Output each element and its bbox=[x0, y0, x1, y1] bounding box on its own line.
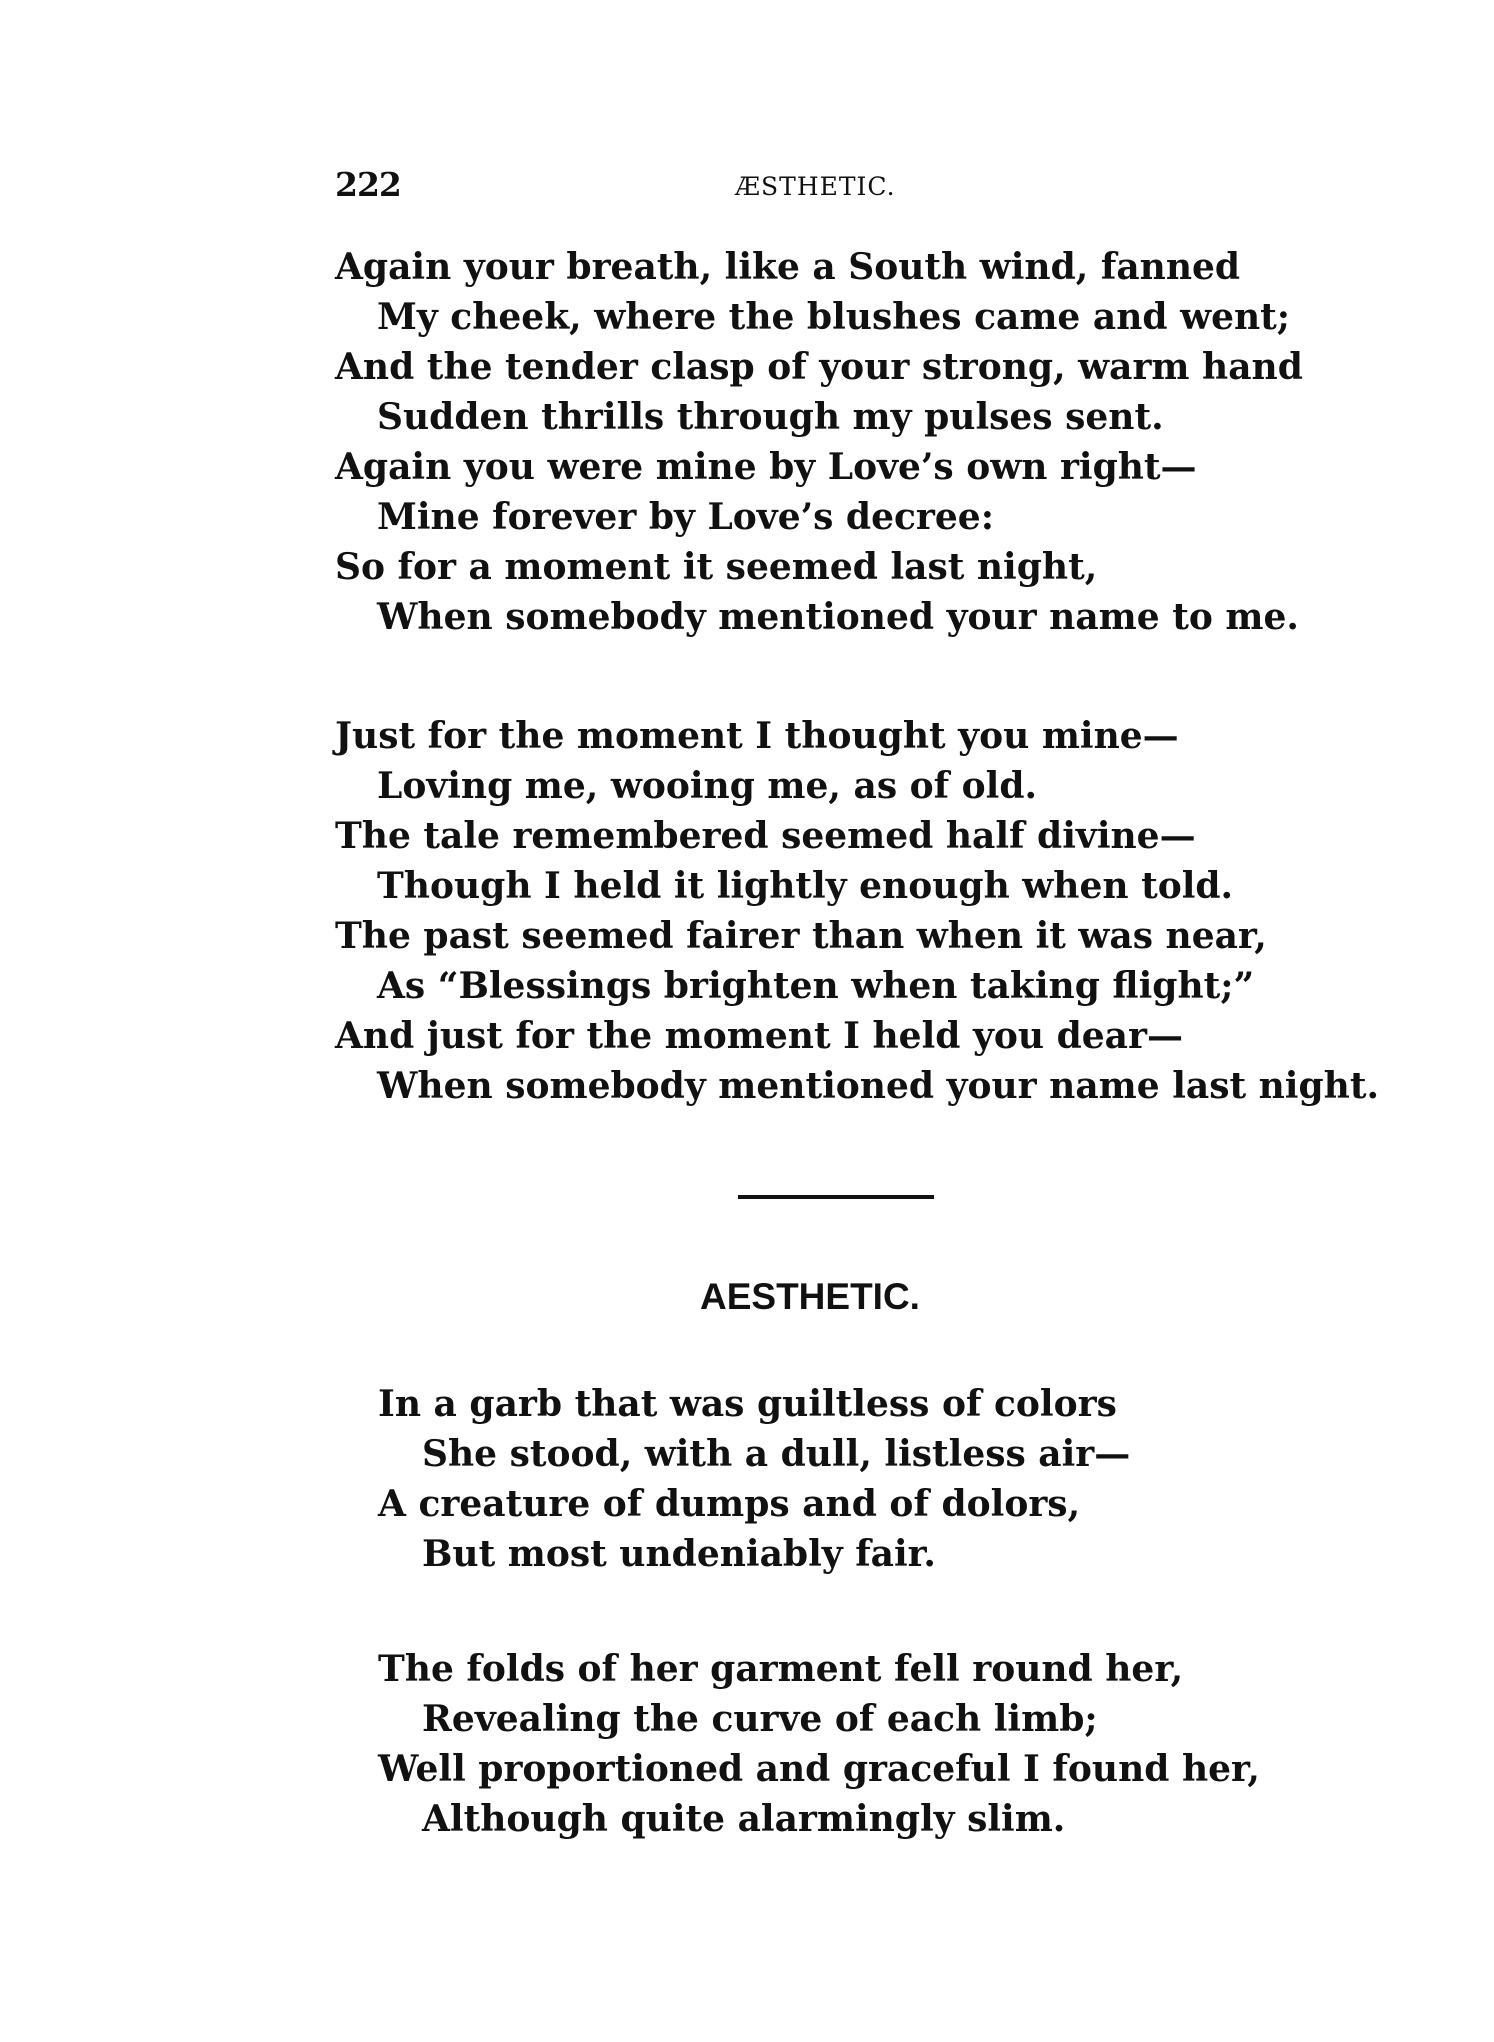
verse-line: Loving me, wooing me, as of old. bbox=[377, 765, 1038, 807]
section-divider bbox=[738, 1195, 934, 1199]
verse-line: So for a moment it seemed last night, bbox=[335, 546, 1098, 588]
verse-line: Just for the moment I thought you mine— bbox=[335, 715, 1179, 757]
verse-line: The tale remembered seemed half divine— bbox=[335, 815, 1196, 857]
verse-line: The folds of her garment fell round her, bbox=[378, 1648, 1184, 1690]
running-title: ÆSTHETIC. bbox=[735, 172, 896, 201]
verse-line: My cheek, where the blushes came and went; bbox=[377, 296, 1291, 338]
verse-line: But most undeniably fair. bbox=[422, 1533, 936, 1575]
verse-line: As “Blessings brighten when taking flight;” bbox=[377, 965, 1255, 1007]
verse-line: Again you were mine by Love’s own right— bbox=[335, 446, 1197, 488]
previous-poem-stanza-2 bbox=[335, 711, 1395, 1111]
verse-line: And the tender clasp of your strong, warm hand bbox=[335, 346, 1303, 388]
verse-line: When somebody mentioned your name last night. bbox=[377, 1065, 1379, 1107]
verse-line: When somebody mentioned your name to me. bbox=[377, 596, 1299, 638]
previous-poem-stanza-1 bbox=[335, 242, 1395, 642]
poem-stanza-2 bbox=[378, 1644, 1378, 1844]
verse-line: Well proportioned and graceful I found her, bbox=[378, 1748, 1260, 1790]
verse-line: Revealing the curve of each limb; bbox=[422, 1698, 1098, 1740]
verse-line: Mine forever by Love’s decree: bbox=[377, 496, 994, 538]
verse-line: And just for the moment I held you dear— bbox=[335, 1015, 1183, 1057]
verse-line: A creature of dumps and of dolors, bbox=[378, 1483, 1081, 1525]
poem-title: AESTHETIC. bbox=[700, 1276, 920, 1317]
poem-stanza-1 bbox=[378, 1379, 1378, 1579]
verse-line: Although quite alarmingly slim. bbox=[422, 1798, 1066, 1840]
running-head bbox=[335, 165, 1335, 215]
verse-line: The past seemed fairer than when it was near, bbox=[335, 915, 1267, 957]
page-number: 222 bbox=[335, 165, 401, 204]
verse-line: Sudden thrills through my pulses sent. bbox=[377, 396, 1164, 438]
verse-line: In a garb that was guiltless of colors bbox=[378, 1383, 1117, 1425]
verse-line: Though I held it lightly enough when told. bbox=[377, 865, 1234, 907]
verse-line: Again your breath, like a South wind, fanned bbox=[335, 246, 1241, 288]
verse-line: She stood, with a dull, listless air— bbox=[422, 1433, 1131, 1475]
